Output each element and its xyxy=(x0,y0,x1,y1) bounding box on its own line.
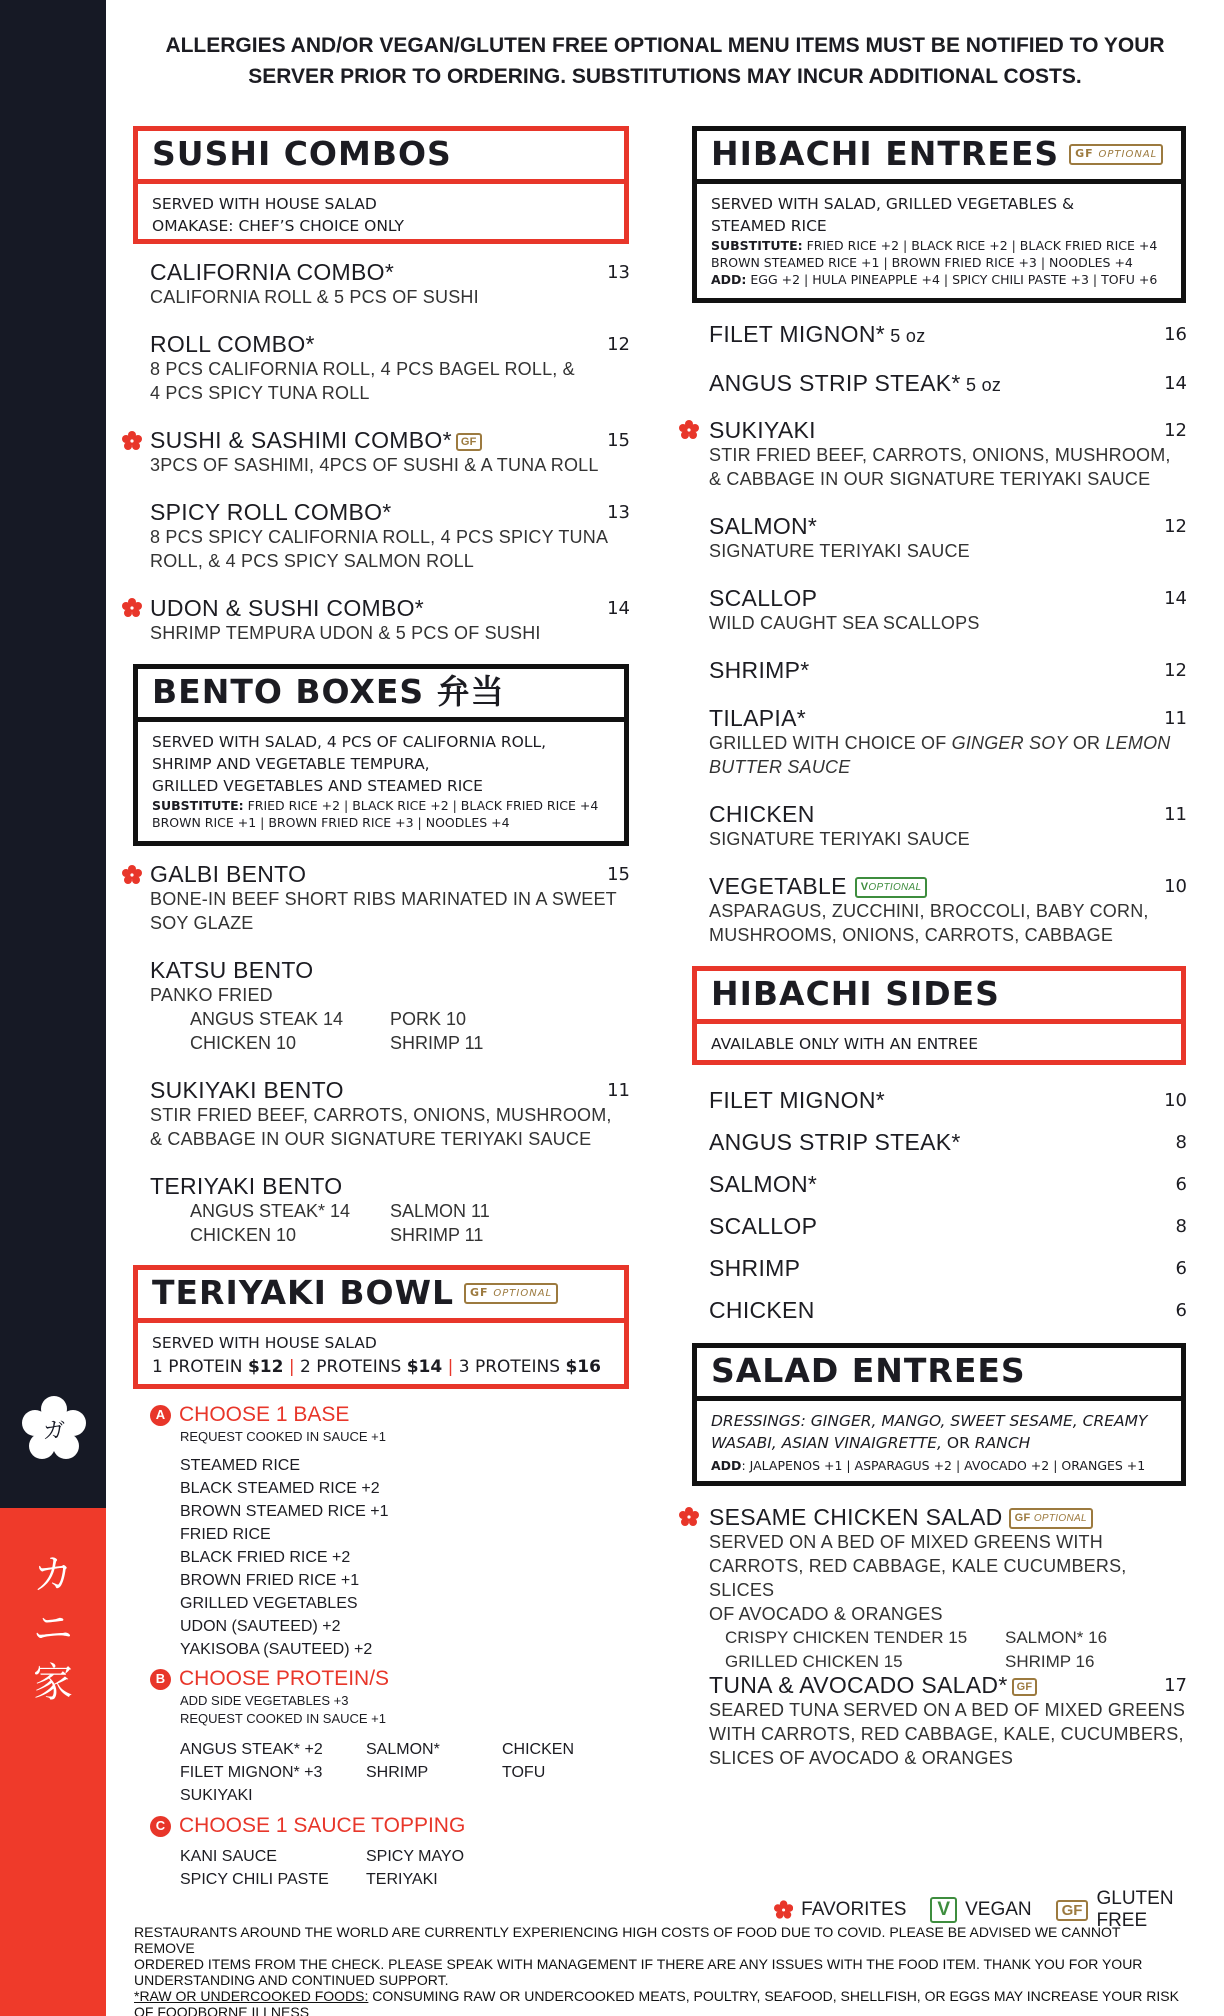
protein-option: SUKIYAKI xyxy=(180,1787,253,1804)
hibachi-entrees-box xyxy=(692,126,1186,303)
item-price: 8 xyxy=(1175,1132,1187,1153)
item-desc: WILD CAUGHT SEA SCALLOPS xyxy=(709,613,980,633)
option: CHICKEN 10 xyxy=(190,1033,297,1053)
item-name: SESAME CHICKEN SALAD xyxy=(709,1504,1003,1530)
sakura-logo-icon xyxy=(20,1395,88,1463)
pricing-label: 2 PROTEINS xyxy=(299,1357,407,1377)
add-label: ADD xyxy=(711,1458,742,1473)
info-line: OMAKASE: CHEF’S CHOICE ONLY xyxy=(152,217,404,235)
menu-item xyxy=(709,705,1187,779)
optional-label: OPTIONAL xyxy=(868,882,922,894)
pricing-sep: | xyxy=(288,1357,295,1377)
step-letter: A xyxy=(150,1405,171,1426)
option: PORK 10 xyxy=(390,1009,467,1029)
item-name: TUNA & AVOCADO SALAD* xyxy=(709,1672,1008,1698)
section-title: HIBACHI ENTREES xyxy=(711,134,1060,173)
base-options xyxy=(150,1454,620,1661)
item-desc: 8 PCS SPICY CALIFORNIA ROLL, 4 PCS SPICY TUNA xyxy=(150,527,609,547)
pricing-label: 3 PROTEINS xyxy=(458,1357,566,1377)
vertical-char: 家 xyxy=(33,1660,73,1706)
option: CRISPY CHICKEN TENDER 15 xyxy=(725,1628,968,1647)
dressings-line: DRESSINGS: GINGER, MANGO, SWEET SESAME, CREAMY xyxy=(711,1412,1148,1430)
item-price: 8 xyxy=(1175,1216,1187,1237)
step-letter: B xyxy=(150,1669,171,1690)
step-note: REQUEST COOKED IN SAUCE +1 xyxy=(180,1429,387,1444)
item-name: SUKIYAKI xyxy=(709,417,816,443)
item-name: CHICKEN xyxy=(709,801,815,827)
item-desc: & CABBAGE IN OUR SIGNATURE TERIYAKI SAUCE xyxy=(709,469,1151,489)
menu-item xyxy=(150,957,630,1055)
item-price: 11 xyxy=(1164,708,1187,729)
step-note: ADD SIDE VEGETABLES +3 xyxy=(180,1693,349,1708)
desc-part: OR xyxy=(1067,733,1106,753)
item-price: 17 xyxy=(1164,1675,1187,1696)
menu-item xyxy=(150,259,630,309)
option-grid xyxy=(709,1626,1187,1674)
notice-line: SERVER PRIOR TO ORDERING. SUBSTITUTIONS MAY INCUR ADDITIONAL COSTS. xyxy=(248,65,1082,88)
item-name: FILET MIGNON* xyxy=(709,321,885,347)
footer-line: UNDERSTANDING AND CONTINUED SUPPORT. xyxy=(134,1972,449,1988)
menu-item xyxy=(709,657,1187,683)
menu-item xyxy=(150,595,630,645)
item-price: 10 xyxy=(1164,876,1187,897)
section-title-row xyxy=(697,131,1181,184)
option: SHRIMP 11 xyxy=(390,1033,484,1053)
section-title: TERIYAKI BOWL xyxy=(152,1273,454,1312)
section-info: AVAILABLE ONLY WITH AN ENTREE xyxy=(711,1035,979,1053)
menu-item xyxy=(709,1255,1187,1281)
substitute-label: SUBSTITUTE: xyxy=(152,798,244,813)
gf-badge: GF xyxy=(456,433,482,451)
item-desc: SERVED ON A BED OF MIXED GREENS WITH xyxy=(709,1532,1103,1552)
footer-line: ORDERED ITEMS FROM THE CHECK. PLEASE SPEAK WITH MANAGEMENT IF THERE ARE ANY ISSUES WITH THE FOOD ITEM. THANK YOU FOR YOUR xyxy=(134,1956,1143,1972)
item-name: SHRIMP* xyxy=(709,657,810,683)
item-name: TILAPIA* xyxy=(709,705,806,731)
item-price: 11 xyxy=(1164,804,1187,825)
info-line: STEAMED RICE xyxy=(711,217,827,235)
item-desc: OF AVOCADO & ORANGES xyxy=(709,1604,943,1624)
item-price: 6 xyxy=(1175,1300,1187,1321)
item-price: 6 xyxy=(1175,1174,1187,1195)
item-desc: SEARED TUNA SERVED ON A BED OF MIXED GREENS xyxy=(709,1700,1186,1720)
legend-gluten-free: GLUTEN FREE xyxy=(1096,1888,1174,1931)
option-grid xyxy=(150,1007,630,1055)
item-price: 12 xyxy=(1164,420,1187,441)
menu-item xyxy=(150,427,630,477)
option: ANGUS STEAK 14 xyxy=(190,1009,344,1029)
item-desc: STIR FRIED BEEF, CARROTS, ONIONS, MUSHROOM, xyxy=(150,1105,612,1125)
optional-label: OPTIONAL xyxy=(1033,1513,1087,1525)
item-price: 13 xyxy=(607,262,630,283)
protein-pricing xyxy=(152,1354,610,1380)
menu-item xyxy=(709,1213,1187,1239)
menu-item xyxy=(150,499,630,573)
menu-item xyxy=(150,1173,630,1247)
substitute-options: BROWN STEAMED RICE +1 | BROWN FRIED RICE +3 | NOODLES +4 xyxy=(711,255,1133,270)
dressings-line: OR xyxy=(941,1434,975,1452)
menu-item xyxy=(709,513,1187,563)
step-letter: C xyxy=(150,1816,171,1837)
footer-line: RESTAURANTS AROUND THE WORLD ARE CURRENTLY EXPERIENCING HIGH COSTS OF FOOD DUE TO COVID. PLEASE BE ADVISED WE CANNOT REMOVE xyxy=(134,1924,1121,1956)
item-name: SUSHI & SASHIMI COMBO* xyxy=(150,427,452,453)
desc-part: LEMON xyxy=(1105,733,1171,753)
menu-item xyxy=(709,873,1187,947)
item-desc: SOY GLAZE xyxy=(150,913,254,933)
info-line: SHRIMP AND VEGETABLE TEMPURA, xyxy=(152,755,430,773)
menu-item xyxy=(150,861,630,935)
favorite-flower-icon xyxy=(122,598,142,618)
item-name: CHICKEN xyxy=(709,1297,815,1323)
item-desc xyxy=(709,731,1187,755)
item-price: 14 xyxy=(607,598,630,619)
raw-foods-label: *RAW OR UNDERCOOKED FOODS: xyxy=(134,1988,369,2004)
item-name: SALMON* xyxy=(709,513,818,539)
item-name: SPICY ROLL COMBO* xyxy=(150,499,392,525)
sushi-combos-box xyxy=(133,126,629,244)
section-title: HIBACHI SIDES xyxy=(697,971,1181,1024)
item-desc: WITH CARROTS, RED CABBAGE, KALE, CUCUMBERS, xyxy=(709,1724,1184,1744)
vertical-brand-text xyxy=(0,1548,106,1710)
item-price: 15 xyxy=(607,430,630,451)
step-protein xyxy=(150,1666,620,1807)
item-size: 5 oz xyxy=(960,375,1002,395)
menu-item xyxy=(150,1077,630,1151)
item-desc: SIGNATURE TERIYAKI SAUCE xyxy=(709,829,970,849)
item-name: SUKIYAKI BENTO xyxy=(150,1077,344,1103)
item-desc: SHRIMP TEMPURA UDON & 5 PCS OF SUSHI xyxy=(150,623,541,643)
item-name: FILET MIGNON* xyxy=(709,1087,885,1113)
menu-item xyxy=(709,1297,1187,1323)
item-name: ANGUS STRIP STEAK* xyxy=(709,370,961,396)
add-options: EGG +2 | HULA PINEAPPLE +4 | SPICY CHILI PASTE +3 | TOFU +6 xyxy=(746,272,1158,287)
menu-item xyxy=(709,417,1187,491)
section-info xyxy=(138,1323,624,1389)
favorite-flower-icon xyxy=(679,420,699,440)
add-options: : JALAPENOS +1 | ASPARAGUS +2 | AVOCADO +2 | ORANGES +1 xyxy=(741,1458,1146,1473)
dressings-line: WASABI, ASIAN VINAIGRETTE, xyxy=(711,1434,942,1452)
item-name: GALBI BENTO xyxy=(150,861,307,887)
favorite-flower-icon xyxy=(774,1900,793,1920)
item-name: SHRIMP xyxy=(709,1255,801,1281)
item-price: 12 xyxy=(1164,660,1187,681)
step-base xyxy=(150,1402,620,1661)
protein-option: TOFU xyxy=(502,1764,546,1781)
item-price: 6 xyxy=(1175,1258,1187,1279)
gf-badge: GF xyxy=(1012,1678,1038,1696)
step-title: CHOOSE 1 SAUCE TOPPING xyxy=(179,1814,466,1837)
vertical-char: ニ xyxy=(33,1606,73,1652)
item-name: CALIFORNIA COMBO* xyxy=(150,259,395,285)
vegan-badge: V xyxy=(930,1897,957,1923)
substitute-options: FRIED RICE +2 | BLACK RICE +2 | BLACK FRIED RICE +4 xyxy=(802,238,1158,253)
item-desc: CALIFORNIA ROLL & 5 PCS OF SUSHI xyxy=(150,287,479,307)
step-title: CHOOSE PROTEIN/S xyxy=(179,1667,390,1690)
item-price: 10 xyxy=(1164,1090,1187,1111)
item-desc: 4 PCS SPICY TUNA ROLL xyxy=(150,383,370,403)
sauce-option: SPICY CHILI PASTE xyxy=(180,1871,329,1888)
item-desc: SLICES OF AVOCADO & ORANGES xyxy=(709,1748,1014,1768)
add-label: ADD: xyxy=(711,272,747,287)
sauce-option: TERIYAKI xyxy=(366,1871,438,1888)
item-desc: STIR FRIED BEEF, CARROTS, ONIONS, MUSHROOM, xyxy=(709,445,1171,465)
option: SALMON* 16 xyxy=(1005,1628,1108,1647)
protein-option: FILET MIGNON* +3 xyxy=(180,1764,323,1781)
item-name: ANGUS STRIP STEAK* xyxy=(709,1129,961,1155)
substitute-options: FRIED RICE +2 | BLACK RICE +2 | BLACK FRIED RICE +4 xyxy=(243,798,599,813)
menu-item xyxy=(709,1672,1187,1770)
section-info xyxy=(138,184,624,246)
menu-item xyxy=(150,331,630,405)
vegan-optional-badge xyxy=(855,877,928,898)
sauce-option: SPICY MAYO xyxy=(366,1848,465,1865)
base-option: BLACK FRIED RICE +2 xyxy=(180,1549,351,1566)
step-title: CHOOSE 1 BASE xyxy=(179,1403,350,1426)
favorite-flower-icon xyxy=(679,1507,699,1527)
item-price: 14 xyxy=(1164,373,1187,394)
item-desc: CARROTS, RED CABBAGE, KALE CUCUMBERS, SLICES xyxy=(709,1556,1127,1600)
item-price: 13 xyxy=(607,502,630,523)
sauce-option: KANI SAUCE xyxy=(180,1848,277,1865)
section-info xyxy=(697,184,1181,297)
protein-option: ANGUS STEAK* +2 xyxy=(180,1741,323,1758)
v-label: V xyxy=(860,881,869,894)
section-info xyxy=(138,722,624,840)
dressings-line: RANCH xyxy=(974,1434,1031,1452)
option: CHICKEN 10 xyxy=(190,1225,297,1245)
option-grid xyxy=(150,1199,630,1247)
item-size: 5 oz xyxy=(885,326,926,346)
option: SHRIMP 11 xyxy=(390,1225,484,1245)
item-name: TERIYAKI BENTO xyxy=(150,1173,343,1199)
base-option: UDON (SAUTEED) +2 xyxy=(180,1618,341,1635)
item-price: 14 xyxy=(1164,588,1187,609)
optional-label: OPTIONAL xyxy=(493,1287,553,1299)
item-desc: ASPARAGUS, ZUCCHINI, BROCCOLI, BABY CORN, xyxy=(709,901,1149,921)
item-name: SCALLOP xyxy=(709,585,818,611)
item-desc: PANKO FRIED xyxy=(150,985,273,1005)
option: SALMON 11 xyxy=(390,1201,490,1221)
item-desc: 8 PCS CALIFORNIA ROLL, 4 PCS BAGEL ROLL, & xyxy=(150,359,575,379)
item-price: 16 xyxy=(1164,324,1187,345)
favorite-flower-icon xyxy=(122,431,142,451)
menu-item xyxy=(709,1171,1187,1197)
info-line: SERVED WITH HOUSE SALAD xyxy=(152,1334,377,1352)
info-line: SERVED WITH SALAD, 4 PCS OF CALIFORNIA ROLL, xyxy=(152,733,547,751)
sidebar xyxy=(0,0,106,2016)
gf-label: GF xyxy=(470,1285,489,1299)
gf-optional-badge xyxy=(1009,1508,1093,1529)
vertical-char: カ xyxy=(33,1552,73,1598)
favorite-flower-icon xyxy=(122,865,142,885)
base-option: BLACK STEAMED RICE +2 xyxy=(180,1480,380,1497)
footer-line: OF FOODBORNE ILLNESS xyxy=(134,2004,310,2016)
pricing-value: $14 xyxy=(406,1357,443,1377)
item-name: KATSU BENTO xyxy=(150,957,314,983)
substitute-label: SUBSTITUTE: xyxy=(711,238,803,253)
item-desc: MUSHROOMS, ONIONS, CARROTS, CABBAGE xyxy=(709,925,1114,945)
teriyaki-bowl-box xyxy=(133,1265,629,1389)
pricing-value: $16 xyxy=(565,1357,601,1377)
footer-disclaimer xyxy=(134,1924,1184,2016)
protein-options xyxy=(150,1738,620,1807)
step-sauce xyxy=(150,1813,620,1891)
item-name: UDON & SUSHI COMBO* xyxy=(150,595,425,621)
allergy-notice xyxy=(150,30,1180,92)
item-desc: BONE-IN BEEF SHORT RIBS MARINATED IN A SWEET xyxy=(150,889,617,909)
menu-item xyxy=(709,1504,1187,1674)
section-title: SUSHI COMBOS xyxy=(138,131,624,184)
desc-part: GINGER SOY xyxy=(951,733,1068,753)
protein-option: SHRIMP xyxy=(366,1764,429,1781)
item-price: 11 xyxy=(607,1080,630,1101)
menu-item xyxy=(709,370,1187,398)
section-title-row xyxy=(138,1270,624,1323)
optional-label: OPTIONAL xyxy=(1098,148,1158,160)
step-note: REQUEST COOKED IN SAUCE +1 xyxy=(180,1711,387,1726)
substitute-options: BROWN RICE +1 | BROWN FRIED RICE +3 | NOODLES +4 xyxy=(152,815,510,830)
menu-item xyxy=(709,1087,1187,1113)
pricing-sep: | xyxy=(447,1357,454,1377)
option: ANGUS STEAK* 14 xyxy=(190,1201,351,1221)
salad-entrees-box xyxy=(692,1343,1186,1486)
desc-part: GRILLED WITH CHOICE OF xyxy=(709,733,952,753)
sauce-options xyxy=(150,1845,620,1891)
pricing-value: $12 xyxy=(247,1357,284,1377)
desc-part: BUTTER SAUCE xyxy=(709,757,851,777)
base-option: FRIED RICE xyxy=(180,1526,271,1543)
base-option: STEAMED RICE xyxy=(180,1457,301,1474)
item-price: 12 xyxy=(607,334,630,355)
base-option: YAKISOBA (SAUTEED) +2 xyxy=(180,1641,373,1658)
item-name: SCALLOP xyxy=(709,1213,818,1239)
item-price: 15 xyxy=(607,864,630,885)
notice-line: ALLERGIES AND/OR VEGAN/GLUTEN FREE OPTIONAL MENU ITEMS MUST BE NOTIFIED TO YOUR xyxy=(165,34,1165,57)
info-line: SERVED WITH SALAD, GRILLED VEGETABLES & xyxy=(711,195,1075,213)
logo-glyph: ガ xyxy=(42,1419,66,1444)
section-title: BENTO BOXES 弁当 xyxy=(138,669,624,722)
base-option: GRILLED VEGETABLES xyxy=(180,1595,358,1612)
base-option: BROWN FRIED RICE +1 xyxy=(180,1572,360,1589)
pricing-label: 1 PROTEIN xyxy=(152,1357,248,1377)
menu-item xyxy=(709,321,1187,349)
section-title: SALAD ENTREES xyxy=(697,1348,1181,1401)
protein-option: CHICKEN xyxy=(502,1741,575,1758)
hibachi-sides-box xyxy=(692,966,1186,1065)
menu-item xyxy=(709,585,1187,635)
gf-badge: GF xyxy=(1056,1900,1089,1921)
protein-option: SALMON* xyxy=(366,1741,440,1758)
item-desc: ROLL, & 4 PCS SPICY SALMON ROLL xyxy=(150,551,474,571)
menu-item xyxy=(709,801,1187,851)
item-price: 12 xyxy=(1164,516,1187,537)
option: GRILLED CHICKEN 15 xyxy=(725,1652,903,1671)
gf-optional-badge xyxy=(464,1283,558,1304)
gf-label: GF xyxy=(1014,1512,1031,1525)
section-info xyxy=(697,1401,1181,1483)
item-name: SALMON* xyxy=(709,1171,818,1197)
item-name: VEGETABLE xyxy=(709,873,847,899)
item-desc: SIGNATURE TERIYAKI SAUCE xyxy=(709,541,970,561)
menu-item xyxy=(709,1129,1187,1155)
legend-favorites: FAVORITES xyxy=(801,1899,907,1920)
gf-optional-badge xyxy=(1069,144,1163,165)
item-desc: 3PCS OF SASHIMI, 4PCS OF SUSHI & A TUNA ROLL xyxy=(150,455,599,475)
item-desc: & CABBAGE IN OUR SIGNATURE TERIYAKI SAUCE xyxy=(150,1129,592,1149)
info-line: GRILLED VEGETABLES AND STEAMED RICE xyxy=(152,777,483,795)
legend-vegan: VEGAN xyxy=(965,1899,1032,1920)
option: SHRIMP 16 xyxy=(1005,1652,1095,1671)
base-option: BROWN STEAMED RICE +1 xyxy=(180,1503,389,1520)
item-name: ROLL COMBO* xyxy=(150,331,315,357)
info-line: SERVED WITH HOUSE SALAD xyxy=(152,195,377,213)
gf-label: GF xyxy=(1075,146,1094,160)
footer-line: CONSUMING RAW OR UNDERCOOKED MEATS, POULTRY, SEAFOOD, SHELLFISH, OR EGGS MAY INCREASE YOUR RISK xyxy=(368,1988,1179,2004)
bento-boxes-box xyxy=(133,664,629,846)
